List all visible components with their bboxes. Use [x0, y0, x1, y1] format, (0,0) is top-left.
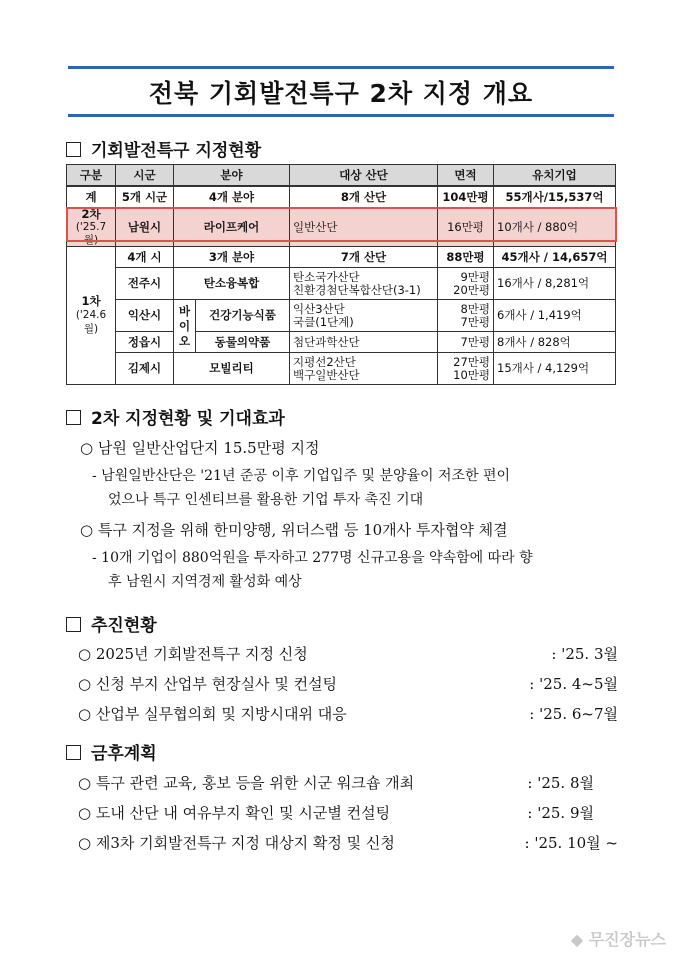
bio-char: 이 — [178, 318, 191, 333]
schedule-date: : '25. 8월 — [527, 774, 594, 792]
section-heading-plan — [66, 739, 157, 764]
schedule-date: : '25. 10월 ~ — [524, 834, 618, 852]
cell: 3개 분야 — [174, 247, 290, 268]
schedule-text: ○ 특구 관련 교육, 홍보 등을 위한 시군 워크숍 개최 — [78, 774, 415, 792]
round-label: 1차 — [81, 294, 101, 308]
schedule-text: ○ 제3차 기회발전특구 지정 대상지 확정 및 신청 — [78, 834, 395, 852]
header-cell: 시군 — [116, 165, 174, 187]
area-value: 8만평 — [460, 301, 490, 316]
cell: 첨단과학산단 — [290, 332, 438, 353]
schedule-row — [78, 703, 618, 724]
sub-line: 후 남원시 지역경제 활성화 예상 — [108, 574, 302, 590]
complex-name: 탄소국가산단 — [293, 269, 360, 284]
watermark-text: 무진장뉴스 — [588, 930, 666, 949]
table-row-jeonju — [67, 268, 616, 300]
checkbox-square-icon — [66, 142, 81, 157]
status-table — [66, 164, 616, 385]
schedule-row — [78, 772, 618, 793]
complex-name: 지평선2산단 — [293, 354, 356, 369]
bio-char: 오 — [178, 333, 191, 348]
cell: 6개사 / 1,419억 — [494, 300, 616, 332]
cell: 김제시 — [116, 353, 174, 385]
round-label: 2차 — [81, 207, 101, 221]
checkbox-square-icon — [66, 410, 81, 425]
cell: 104만평 — [438, 186, 494, 208]
cell: 4개 분야 — [174, 186, 290, 208]
schedule-text: ○ 신청 부지 산업부 현장실사 및 컨설팅 — [78, 675, 338, 693]
cell: 15개사 / 4,129억 — [494, 353, 616, 385]
cell — [290, 300, 438, 332]
schedule-text: ○ 도내 산단 내 여유부지 확인 및 시군별 컨설팅 — [78, 804, 391, 822]
cell: 남원시 — [116, 208, 174, 247]
cell: 동물의약품 — [196, 332, 290, 353]
area-value: 27만평 — [453, 354, 490, 369]
schedule-text: ○ 산업부 실무협의회 및 지방시대위 대응 — [78, 705, 347, 723]
table-row-jeongeup — [67, 332, 616, 353]
cell — [438, 300, 494, 332]
area-value: 9만평 — [460, 269, 490, 284]
cell — [67, 247, 116, 385]
cell: 건강기능식품 — [196, 300, 290, 332]
section-heading-expected — [66, 404, 285, 429]
area-value: 20만평 — [453, 282, 490, 297]
cell: 5개 시군 — [116, 186, 174, 208]
schedule-date: : '25. 9월 — [527, 804, 594, 822]
bio-cell — [174, 300, 196, 353]
cell: 45개사 / 14,657억 — [494, 247, 616, 268]
sub-line: - 남원일반산단은 '21년 준공 이후 기업입주 및 분양율이 저조한 편이 — [92, 468, 511, 484]
schedule-row — [78, 673, 618, 694]
schedule-row — [78, 643, 618, 664]
table-row-iksan — [67, 300, 616, 332]
cell: 계 — [67, 186, 116, 208]
list-item: ○ 남원 일반산업단지 15.5만평 지정 — [80, 439, 320, 457]
list-subitem — [92, 546, 617, 594]
sub-line: - 10개 기업이 880억원을 투자하고 277명 신규고용을 약속함에 따라 향 — [92, 550, 533, 566]
cell: 일반산단 — [290, 208, 438, 247]
header-cell: 구분 — [67, 165, 116, 187]
round-date: ('24.6월) — [75, 309, 107, 335]
cell — [438, 353, 494, 385]
cell: 7만평 — [438, 332, 494, 353]
title-rule-bottom — [68, 114, 614, 117]
header-cell: 유치기업 — [494, 165, 616, 187]
cell: 10개사 / 880억 — [494, 208, 616, 247]
table-row-round2 — [67, 208, 616, 247]
cell — [67, 208, 116, 247]
area-value: 10만평 — [453, 367, 490, 382]
cell: 정읍시 — [116, 332, 174, 353]
cell — [438, 268, 494, 300]
cell: 55개사/15,537억 — [494, 186, 616, 208]
cell: 7개 산단 — [290, 247, 438, 268]
complex-name: 익산3산단 — [293, 301, 345, 316]
cell: 16만평 — [438, 208, 494, 247]
table-row-round1-sum — [67, 247, 616, 268]
schedule-row — [78, 832, 618, 853]
cell: 16개사 / 8,281억 — [494, 268, 616, 300]
schedule-row — [78, 802, 618, 823]
watermark-logo-icon: ◆ — [570, 930, 589, 949]
watermark — [571, 927, 666, 950]
table-row-total — [67, 186, 616, 208]
cell: 88만평 — [438, 247, 494, 268]
sub-line: 었으나 특구 인센티브를 활용한 기업 투자 촉진 기대 — [108, 492, 424, 508]
header-cell: 대상 산단 — [290, 165, 438, 187]
checkbox-square-icon — [66, 745, 81, 760]
cell: 8개 산단 — [290, 186, 438, 208]
bio-char: 바 — [178, 303, 191, 318]
area-value: 7만평 — [460, 314, 490, 329]
list-subitem — [92, 464, 617, 512]
cell: 라이프케어 — [174, 208, 290, 247]
schedule-date: : '25. 3월 — [551, 645, 618, 663]
schedule-date: : '25. 6~7월 — [529, 705, 618, 723]
section-heading-status — [66, 136, 261, 161]
cell — [290, 353, 438, 385]
cell — [290, 268, 438, 300]
cell: 모빌리티 — [174, 353, 290, 385]
header-cell: 면적 — [438, 165, 494, 187]
cell: 8개사 / 828억 — [494, 332, 616, 353]
checkbox-square-icon — [66, 617, 81, 632]
round-date: ('25.7월) — [75, 221, 107, 246]
section-title: 추진현황 — [91, 616, 157, 636]
schedule-text: ○ 2025년 기회발전특구 지정 신청 — [78, 645, 308, 663]
table-row-gimje — [67, 353, 616, 385]
cell: 전주시 — [116, 268, 174, 300]
section-title: 금후계획 — [91, 744, 157, 764]
table-header-row — [67, 165, 616, 187]
page-title: 전북 기회발전특구 2차 지정 개요 — [148, 79, 534, 108]
schedule-date: : '25. 4~5월 — [529, 675, 618, 693]
complex-name: 친환경첨단복합산단(3-1) — [293, 282, 421, 297]
list-item: ○ 특구 지정을 위해 한미양행, 위더스랩 등 10개사 투자협약 체결 — [80, 521, 508, 539]
section-heading-progress — [66, 611, 157, 636]
cell: 익산시 — [116, 300, 174, 332]
section-title: 기회발전특구 지정현황 — [91, 141, 262, 161]
header-cell: 분야 — [174, 165, 290, 187]
cell: 탄소융복합 — [174, 268, 290, 300]
title-block — [68, 66, 614, 117]
cell: 4개 시 — [116, 247, 174, 268]
complex-name: 백구일반산단 — [293, 367, 360, 382]
section-title: 2차 지정현황 및 기대효과 — [91, 409, 285, 429]
complex-name: 국클(1단계) — [293, 314, 354, 329]
